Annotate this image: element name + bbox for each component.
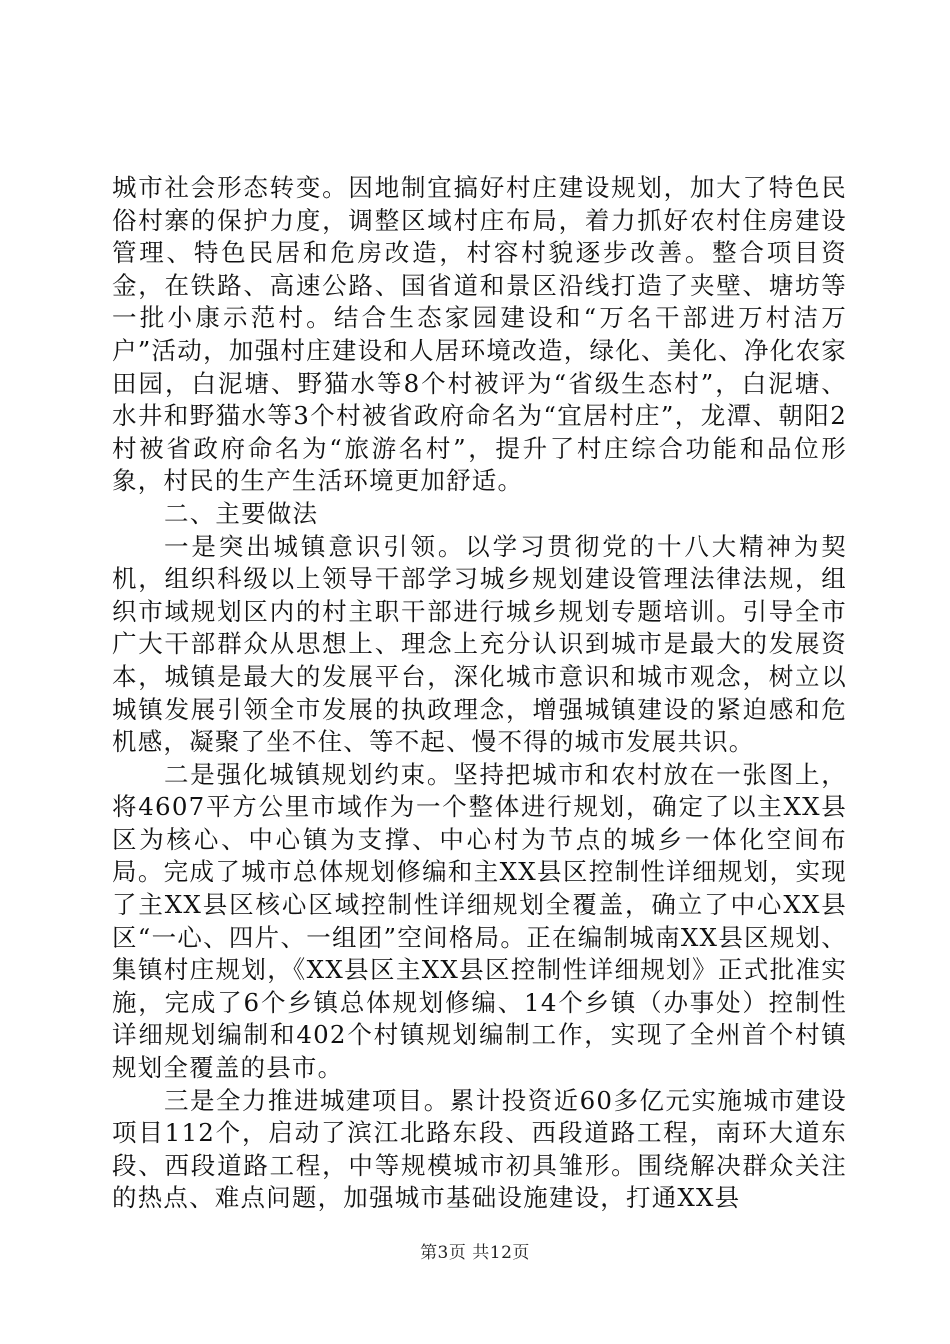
paragraph-measure-2: 二是强化城镇规划约束。坚持把城市和农村放在一张图上，将4607平方公里市域作为一个整体进行规划，确定了以主XX县区为核心、中心镇为支撑、中心村为节点的城乡一体化空间布局。完成了城市总体规划修编和主XX县区控制性详细规划，实现了主XX县区核心区域控制性详细规划全覆盖，确立了中心XX县区“一心、四片、一组团”空间格局。正在编制城南XX县区规划、集镇村庄规划，《XX县区主XX县区控制性详细规划》正式批准实施，完成了6个乡镇总体规划修编、14个乡镇（办事处）控制性详细规划编制和402个村镇规划编制工作，实现了全州首个村镇规划全覆盖的县市。 (112, 759, 847, 1083)
section-heading: 二、主要做法 (164, 498, 319, 528)
page-footer: 第3页 共12页 (420, 1243, 530, 1263)
paragraph-measure-3: 三是全力推进城建项目。累计投资近60多亿元实施城市建设项目112个，启动了滨江北路东段、西段道路工程，南环大道东段、西段道路工程，中等规模城市初具雏形。围绕解决群众关注的热点、难点问题，加强城市基础设施建设，打通XX县 (112, 1085, 847, 1213)
document-body (112, 172, 847, 1215)
paragraph-continuation: 城市社会形态转变。因地制宜搞好村庄建设规划，加大了特色民俗村寨的保护力度，调整区域村庄布局，着力抓好农村住房建设管理、特色民居和危房改造，村容村貌逐步改善。整合项目资金，在铁路、高速公路、国省道和景区沿线打造了夹壁、塘坊等一批小康示范村。结合生态家园建设和“万名干部进万村洁万户”活动，加强村庄建设和人居环境改造，绿化、美化、净化农家田园，白泥塘、野猫水等8个村被评为“省级生态村”，白泥塘、水井和野猫水等3个村被省政府命名为“宜居村庄”，龙潭、朝阳2村被省政府命名为“旅游名村”，提升了村庄综合功能和品位形象，村民的生产生活环境更加舒适。 (112, 173, 847, 496)
paragraph-measure-1: 一是突出城镇意识引领。以学习贯彻党的十八大精神为契机，组织科级以上领导干部学习城乡规划建设管理法律法规，组织市域规划区内的村主职干部进行城乡规划专题培训。引导全市广大干部群众从思想上、理念上充分认识到城市是最大的发展资本，城镇是最大的发展平台，深化城市意识和城市观念，树立以城镇发展引领全市发展的执政理念，增强城镇建设的紧迫感和危机感，凝聚了坐不住、等不起、慢不得的城市发展共识。 (112, 531, 847, 757)
